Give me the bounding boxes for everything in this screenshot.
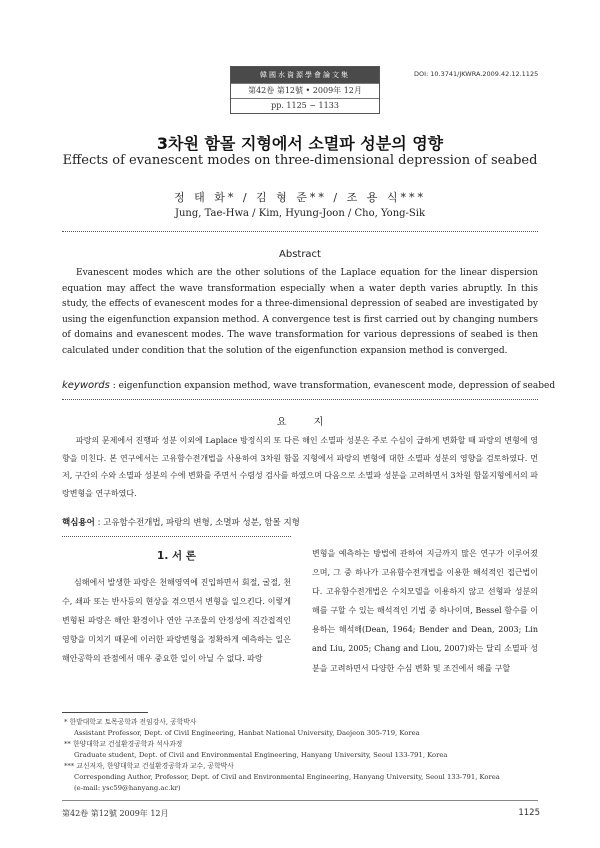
footnote-2-ko: ** 한양대학교 건설환경공학과 석사과정 xyxy=(64,740,183,748)
footnote-rule xyxy=(62,712,148,713)
abstract-heading: Abstract xyxy=(279,249,321,260)
page-number: 1125 xyxy=(518,808,540,818)
authors-english: Jung, Tae-Hwa / Kim, Hyung-Joon / Cho, Yong-Sik xyxy=(174,208,426,219)
abstract-body: Evanescent modes which are the other solutions of the Laplace equation for the linear dispersion equation may affect the wave transformation especially when a water depth varies abruptly. In this study, the effects of evanescent modes for a three-dimensional depression of seabed are investigated by using the eigenfunction expansion method. A convergence test is first carried out by changing numbers of domains and evanescent modes. The wave transformation for various depressions of seabed is then calculated under condition that the solution of the eigenfunction expansion method is converged. xyxy=(62,268,538,356)
korean-abstract-body: 파랑의 문제에서 진행파 성분 이외에 Laplace 방정식의 또 다른 해인 소멸파 성분은 주로 수심이 급하게 변화할 때 파랑의 변형에 영향을 미친다. 본 연구에서는 고유함수전개법을 사용하여 3차원 함몰 지형에서 파랑의 변형에 대한 소멸파 성분의 영향을 검토하였다. 먼저, 구간의 수와 소멸파 성분의 수에 변화를 주면서 수렴성 검사를 하였으며 다음으로 소멸파 성분을 고려하면서 3차원 함몰지형에서의 파랑변형을 연구하였다. xyxy=(62,436,538,498)
volume-issue: 第42卷 第12號 • 2009年 12月 xyxy=(231,83,379,98)
footnote-mark: * xyxy=(64,718,68,726)
journal-header-box xyxy=(230,66,380,114)
keywords-line xyxy=(62,380,556,391)
core-keywords-text: : 고유함수전개법, 파랑의 변형, 소멸파 성분, 함몰 지형 xyxy=(97,518,300,528)
footnote-1-en: Assistant Professor, Dept. of Civil Engineering, Hanbat National University, Daejeon 305-719, Korea xyxy=(74,729,420,737)
footer-rule xyxy=(62,800,538,801)
korean-abstract-heading: 요 지 xyxy=(276,417,336,428)
authors-korean: 정 태 화* / 김 형 준** / 조 용 식*** xyxy=(173,191,426,204)
footnote-3-en: Corresponding Author, Professor, Dept. of Civil and Environmental Engineering, Hanyang University, Seoul 133-791, Korea xyxy=(74,773,500,781)
page-range: pp. 1125 ~ 1133 xyxy=(231,98,379,113)
doi: DOI: 10.3741/JKWRA.2009.42.12.1125 xyxy=(414,70,539,78)
keywords-text: : eigenfunction expansion method, wave transformation, evanescent mode, depression of seabed xyxy=(112,381,556,391)
journal-name: 韓國水資源學會論文集 xyxy=(231,67,379,83)
body-left-column: 심해에서 발생한 파랑은 천해영역에 진입하면서 회절, 굴절, 천수, 쇄파 또는 반사등의 현상을 겪으면서 변형을 일으킨다. 이렇게 변형된 파랑은 해안 환경이나 연안 구조물의 안정성에 직간접적인 영향을 미치기 때문에 이러한 파랑변형을 정확하게 예측하는 일은 해안공학의 관점에서 매우 중요한 일이 아닐 수 없다. 파랑 xyxy=(62,578,291,664)
core-keywords-line xyxy=(62,516,538,528)
keywords-label: keywords xyxy=(62,380,110,391)
footnote-3-email: (e-mail: ysc59@hanyang.ac.kr) xyxy=(74,784,181,792)
divider xyxy=(62,231,538,232)
divider xyxy=(62,399,538,400)
footnote-2-en: Graduate student, Dept. of Civil and Environmental Engineering, Hanyang University, Seoul 133-791, Korea xyxy=(74,751,448,759)
footnote-mark: *** xyxy=(64,762,75,770)
footer-journal-issue: 第42卷 第12號 2009年 12月 xyxy=(62,809,169,818)
body-right-column: 변형을 예측하는 방법에 관하여 지금까지 많은 연구가 이루어졌으며, 그 중 하나가 고유함수전개법을 이용한 해석적인 접근법이다. 고유함수전개법은 수치모델을 이용하지 않고 선형파 성분의 해를 구할 수 있는 해석적인 기법 중 하나이며, Bessel 함수를 이용하는 해석해(Dean, 1964; Bender and Dean, 2003; Lin and Liu, 2005; Chang and Liou, 2007)와는 달리 소멸파 성분을 고려하면서 다양한 수심 변화 및 조건에서 해를 구할 xyxy=(312,549,538,673)
title-english: Effects of evanescent modes on three-dimensional depression of seabed xyxy=(62,153,538,168)
divider xyxy=(62,536,291,537)
core-keywords-label: 핵심용어 xyxy=(62,518,95,528)
title-korean: 3차원 함몰 지형에서 소멸파 성분의 영향 xyxy=(156,134,444,153)
footnote-1-ko: * 한밭대학교 토목공학과 전임강사, 공학박사 xyxy=(64,718,197,726)
section-heading: 1. 서 론 xyxy=(157,550,196,562)
footnote-3-ko: *** 교신저자, 한양대학교 건설환경공학과 교수, 공학박사 xyxy=(64,762,234,770)
footnote-mark: ** xyxy=(64,740,71,748)
